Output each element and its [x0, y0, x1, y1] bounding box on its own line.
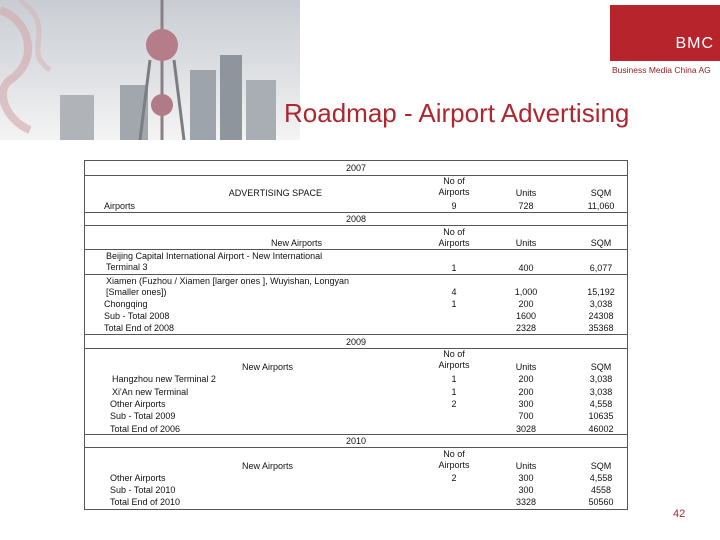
h-airports-2010: No of Airports: [438, 449, 470, 470]
row-sqm: 24308: [588, 311, 614, 321]
h-sqm-2009: SQM: [590, 362, 612, 372]
skyline-illustration: [0, 0, 300, 140]
row-sqm: 3,038: [589, 299, 613, 309]
year-2010: 2010: [345, 436, 367, 446]
row-sqm: 15,192: [587, 287, 615, 297]
sqm-2007: 11,060: [587, 201, 615, 211]
row-airports: 1: [451, 387, 457, 397]
row-units: 700: [518, 411, 534, 421]
divider: [84, 249, 628, 250]
row-name: Other Airports: [110, 473, 166, 483]
divider: [84, 434, 628, 435]
row-sqm: 50560: [588, 497, 614, 507]
row-name: Sub - Total 2008: [104, 311, 170, 321]
row-units: 2328: [515, 323, 537, 333]
h-sqm-2008: SQM: [590, 238, 612, 248]
row-name: Hangzhou new Terminal 2: [112, 374, 216, 384]
bmc-logo: [610, 5, 720, 61]
row-sqm: 4,558: [589, 399, 613, 409]
row-name: Beijing Capital International Airport - New International Terminal 3: [106, 251, 323, 272]
row-units: 300: [518, 485, 534, 495]
page-title: Roadmap - Airport Advertising: [284, 98, 630, 128]
row-airports: 1: [451, 263, 457, 273]
row-name: Sub - Total 2009: [110, 411, 176, 421]
row-airports: 1: [451, 374, 457, 384]
units-2007: 728: [518, 201, 534, 211]
col-label-2008: New Airports: [270, 238, 322, 248]
row-name: Xi'An new Terminal: [112, 387, 189, 397]
row-units: 1,000: [514, 287, 538, 297]
divider: [84, 447, 628, 448]
row-name: Sub - Total 2010: [110, 485, 176, 495]
row-units: 3028: [515, 424, 537, 434]
logo-subtitle: Business Media China AG: [612, 65, 711, 75]
h-units-2009: Units: [515, 362, 537, 372]
row-sqm: 4558: [590, 485, 612, 495]
h-sqm-2010: SQM: [590, 461, 612, 471]
h-units-2010: Units: [515, 461, 537, 471]
row-sqm: 3,038: [589, 387, 613, 397]
row-units: 200: [518, 299, 534, 309]
divider: [84, 225, 628, 226]
divider: [84, 274, 628, 275]
divider: [84, 334, 628, 335]
year-2008: 2008: [345, 214, 367, 224]
row-units: 200: [518, 374, 534, 384]
year-2007: 2007: [345, 163, 367, 173]
h-airports-2008: No of Airports: [438, 227, 470, 248]
row-units: 400: [518, 263, 534, 273]
airports-2007: 9: [451, 201, 457, 211]
row-sqm: 35368: [588, 323, 614, 333]
row-name: Xiamen (Fuzhou / Xiamen [larger ones ], Wuyishan, Longyan [Smaller ones]): [106, 276, 349, 297]
table-top-border: [84, 160, 628, 161]
row-units: 300: [518, 473, 534, 483]
row-units: 200: [518, 387, 534, 397]
row-sqm: 10635: [588, 411, 614, 421]
table-bottom-border: [84, 509, 628, 510]
h-sqm-2007: SQM: [590, 188, 612, 198]
divider: [84, 212, 628, 213]
row-sqm: 6,077: [589, 263, 613, 273]
row-name: Other Airports: [110, 399, 166, 409]
col-label-2010: New Airports: [241, 461, 293, 471]
divider: [84, 175, 628, 176]
h-airports-2007: No of Airports: [438, 176, 470, 197]
col-label-2007: ADVERTISING SPACE: [228, 188, 322, 198]
divider: [84, 348, 628, 349]
row-airports: 1: [451, 299, 457, 309]
row-units: 3328: [515, 497, 537, 507]
page-number: 42: [673, 508, 686, 520]
row-units: 300: [518, 399, 534, 409]
col-label-2009: New Airports: [241, 362, 293, 372]
row-name: Total End of 2008: [104, 323, 175, 333]
h-units-2007: Units: [515, 188, 537, 198]
row-name: Total End of 2010: [110, 497, 181, 507]
row-label-2007: Airports: [104, 201, 136, 211]
row-name: Chongqing: [104, 299, 148, 309]
row-airports: 2: [451, 473, 457, 483]
row-sqm: 3,038: [589, 374, 613, 384]
row-sqm: 46002: [588, 424, 614, 434]
year-2009: 2009: [345, 337, 367, 347]
h-units-2008: Units: [515, 238, 537, 248]
row-units: 1600: [515, 311, 537, 321]
header-photo: [0, 0, 300, 140]
row-airports: 2: [451, 399, 457, 409]
row-sqm: 4,558: [589, 473, 613, 483]
row-name: Total End of 2006: [110, 424, 181, 434]
logo-text: BMC: [675, 35, 714, 52]
h-airports-2009: No of Airports: [438, 349, 470, 370]
row-airports: 4: [451, 287, 457, 297]
